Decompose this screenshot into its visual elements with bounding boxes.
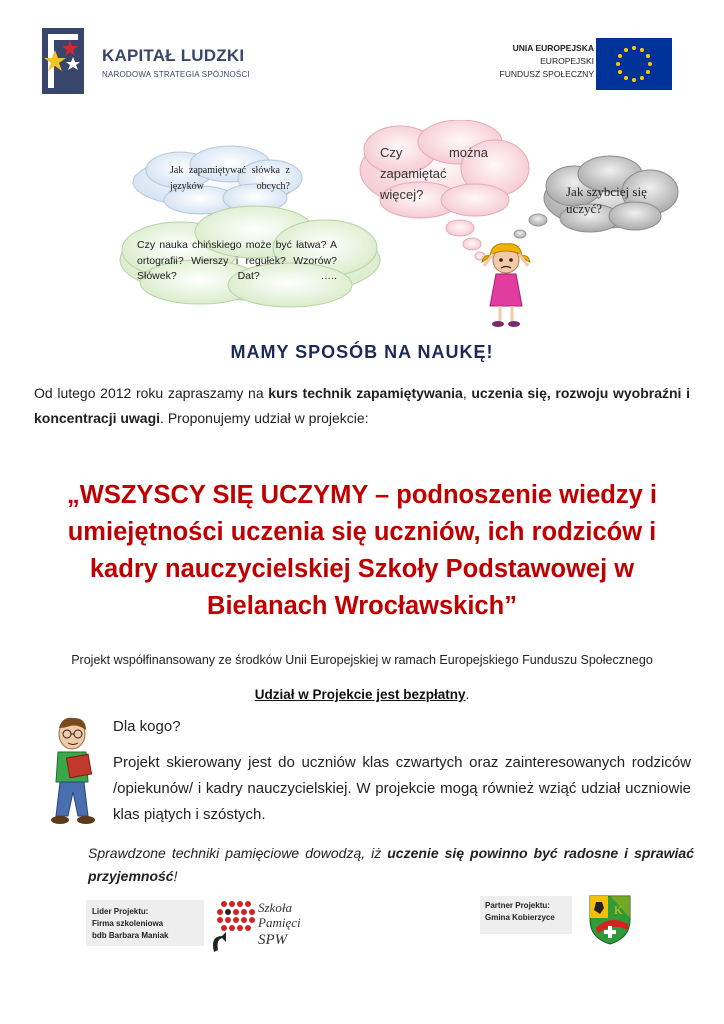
intro-bold-1: kurs technik zapamiętywania — [268, 385, 463, 401]
intro-text-2: , — [462, 385, 472, 401]
eu-flag-icon — [596, 38, 672, 90]
eu-line-3: FUNDUSZ SPOŁECZNY — [499, 69, 594, 79]
closing-bold: uczenie się powinno być radosne i sprawiać przyjemność — [88, 845, 694, 884]
svg-text:K: K — [614, 903, 623, 917]
for-whom-heading: Dla kogo? — [113, 718, 181, 735]
intro-text-1: Od lutego 2012 roku zapraszamy na — [34, 385, 269, 401]
closing-text-2: ! — [173, 868, 178, 884]
partner-line-1: Partner Projektu: — [485, 901, 550, 910]
cloud-3-text: Czy można zapamiętać więcej? — [380, 145, 488, 202]
motto-heading: MAMY SPOSÓB NA NAUKĘ! — [230, 342, 494, 362]
bubble-gray-1 — [529, 214, 547, 226]
spw-text-3: SPW — [258, 932, 288, 948]
eu-line-1: UNIA EUROPEJSKA — [512, 43, 594, 53]
spw-text-1: Szkoła — [258, 900, 292, 915]
leader-text — [92, 906, 168, 942]
eu-logo — [476, 36, 676, 92]
intro-paragraph — [34, 381, 690, 431]
szkola-pamieci-spw-logo — [206, 896, 318, 956]
kapital-ludzki-emblem-icon — [38, 28, 94, 94]
cloud-4-text: Jak szybciej się uczyć? — [566, 184, 647, 216]
student-figure-icon — [44, 716, 102, 832]
closing-statement — [88, 842, 694, 888]
leader-line-2: Firma szkoleniowa — [92, 919, 164, 928]
leader-line-1: Lider Projektu: — [92, 907, 149, 916]
partner-text — [485, 900, 555, 924]
bubble-pink-1 — [446, 220, 474, 236]
kapital-ludzki-subtitle: NARODOWA STRATEGIA SPÓJNOŚCI — [102, 70, 250, 79]
thinking-girl-icon — [476, 240, 536, 328]
intro-text-3: . Proponujemy udział w projekcie: — [160, 410, 369, 426]
closing-text-1: Sprawdzone techniki pamięciowe dowodzą, iż — [88, 845, 388, 861]
free-participation-text: Udział w Projekcie jest bezpłatny — [254, 687, 466, 702]
cloud-1-text: Jak zapamiętywać słówka z języków obcych? — [170, 165, 290, 192]
leader-line-3: bdb Barbara Maniak — [92, 931, 169, 940]
cofinancing-note: Projekt współfinansowany ze środków Unii Europejskiej w ramach Europejskiego Funduszu Społecznego — [71, 653, 653, 667]
project-description: Projekt skierowany jest do uczniów klas czwartych oraz zainteresowanych rodziców /opiekunów/ i kadry nauczycielskiej. W projekcie mogą również wziąć udział uczniowie klas piątych i szóstych. — [113, 754, 691, 823]
free-participation-dot: . — [465, 687, 470, 702]
intro-bold-2: uczenia się, rozwoju wyobraźni i koncentracji uwagi — [34, 385, 690, 426]
cloud-2-text: Czy nauka chińskiego może być łatwa? A ortografii? Wierszy i regułek? Wzorów? Słówek? Dat? ….. — [137, 239, 337, 282]
kapital-ludzki-title: KAPITAŁ LUDZKI — [102, 46, 245, 65]
kobierzyce-crest-icon — [588, 894, 632, 946]
spw-text-2: Pamięci — [258, 915, 301, 930]
free-participation — [0, 687, 724, 702]
spw-dots-icon — [217, 901, 255, 931]
eu-line-2: EUROPEJSKI — [540, 56, 594, 66]
eu-text — [500, 42, 594, 81]
partner-line-2: Gmina Kobierzyce — [485, 913, 555, 922]
project-title: „WSZYSCY SIĘ UCZYMY – podnoszenie wiedzy i umiejętności uczenia się uczniów, ich rodziców i kadry nauczycielskiej Szkoły Podstawowej w Bielanach Wrocławskich” — [67, 481, 657, 620]
bubble-gray-2 — [514, 230, 526, 238]
kapital-ludzki-logo — [38, 28, 258, 98]
